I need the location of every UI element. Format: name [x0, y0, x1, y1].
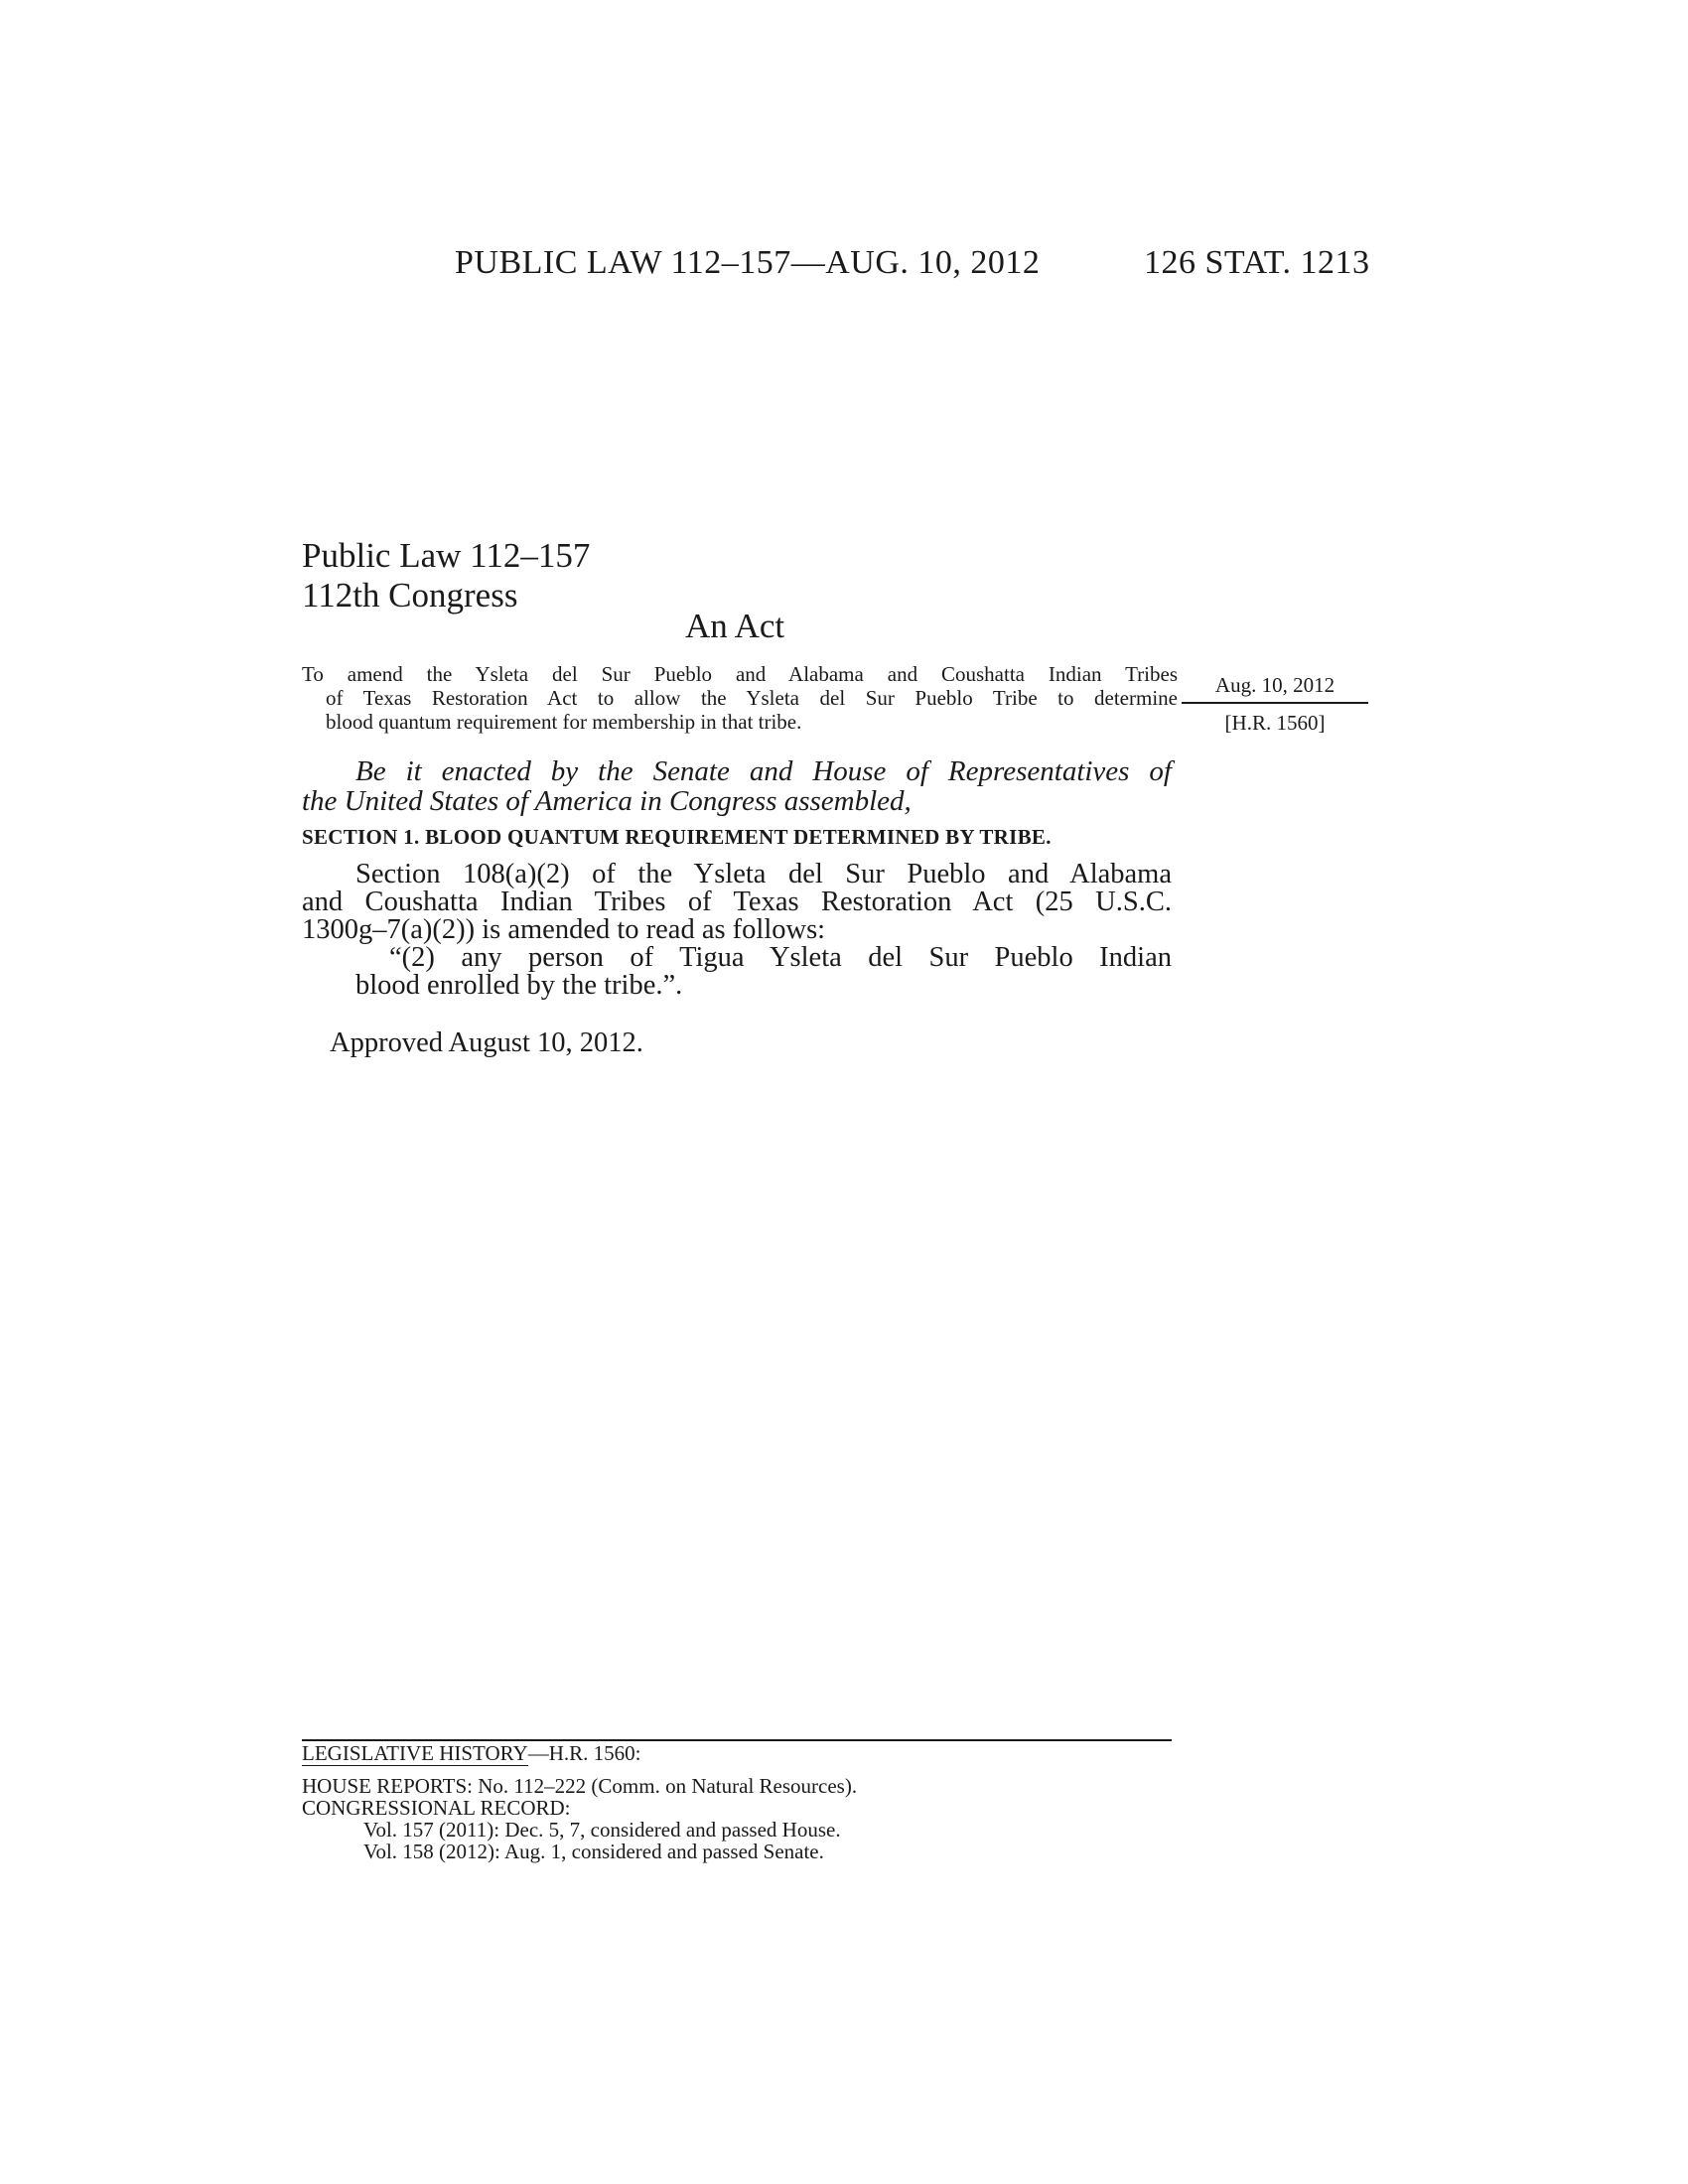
enacting-clause-line: Be it enacted by the Senate and House of Representatives of [355, 755, 1172, 787]
section-line: 1300g–7(a)(2)) is amended to read as follows: [302, 914, 826, 945]
running-head-page: 126 STAT. 1213 [1144, 244, 1370, 281]
section-heading: SECTION 1. BLOOD QUANTUM REQUIREMENT DETERMINED BY TRIBE. [302, 825, 1052, 849]
act-heading: An Act [685, 607, 785, 645]
record-volume-157: Vol. 157 (2011): Dec. 5, 7, considered and passed House. [363, 1818, 841, 1842]
legislative-history-title: LEGISLATIVE HISTORY [302, 1741, 528, 1765]
public-law-number: Public Law 112–157 [302, 536, 591, 575]
long-title-line: blood quantum requirement for membership in that tribe. [326, 710, 802, 734]
margin-note [1182, 673, 1368, 736]
long-title-line: of Texas Restoration Act to allow the Ysleta del Sur Pueblo Tribe to determine [326, 686, 1178, 710]
quoted-text-line: blood enrolled by the tribe.”. [355, 970, 683, 1001]
enacting-clause-line: the United States of America in Congress assembled, [302, 785, 912, 817]
approval-date: Approved August 10, 2012. [330, 1027, 643, 1058]
legislative-history-bill: —H.R. 1560: [527, 1741, 641, 1765]
margin-date: Aug. 10, 2012 [1182, 673, 1368, 704]
section-line: and Coushatta Indian Tribes of Texas Restoration Act (25 U.S.C. [302, 887, 1172, 917]
quoted-text-line: “(2) any person of Tigua Ysleta del Sur Pueblo Indian [389, 942, 1172, 973]
section-body [302, 861, 1172, 1000]
congress-number: 112th Congress [302, 576, 518, 614]
long-title-line: To amend the Ysleta del Sur Pueblo and Alabama and Coushatta Indian Tribes [302, 662, 1178, 686]
long-title [302, 662, 1178, 734]
legislative-history-heading [302, 1742, 1172, 1764]
margin-bill-number: [H.R. 1560] [1224, 711, 1326, 735]
enacting-clause [302, 756, 1172, 816]
legislative-history [302, 1742, 1172, 1862]
running-head-left: PUBLIC LAW 112–157—AUG. 10, 2012 [455, 244, 1041, 281]
congressional-record-line: CONGRESSIONAL RECORD: [302, 1796, 571, 1820]
house-reports-line: HOUSE REPORTS: No. 112–222 (Comm. on Natural Resources). [302, 1774, 858, 1798]
section-line: Section 108(a)(2) of the Ysleta del Sur Pueblo and Alabama [355, 859, 1172, 889]
record-volume-158: Vol. 158 (2012): Aug. 1, considered and passed Senate. [363, 1840, 824, 1863]
